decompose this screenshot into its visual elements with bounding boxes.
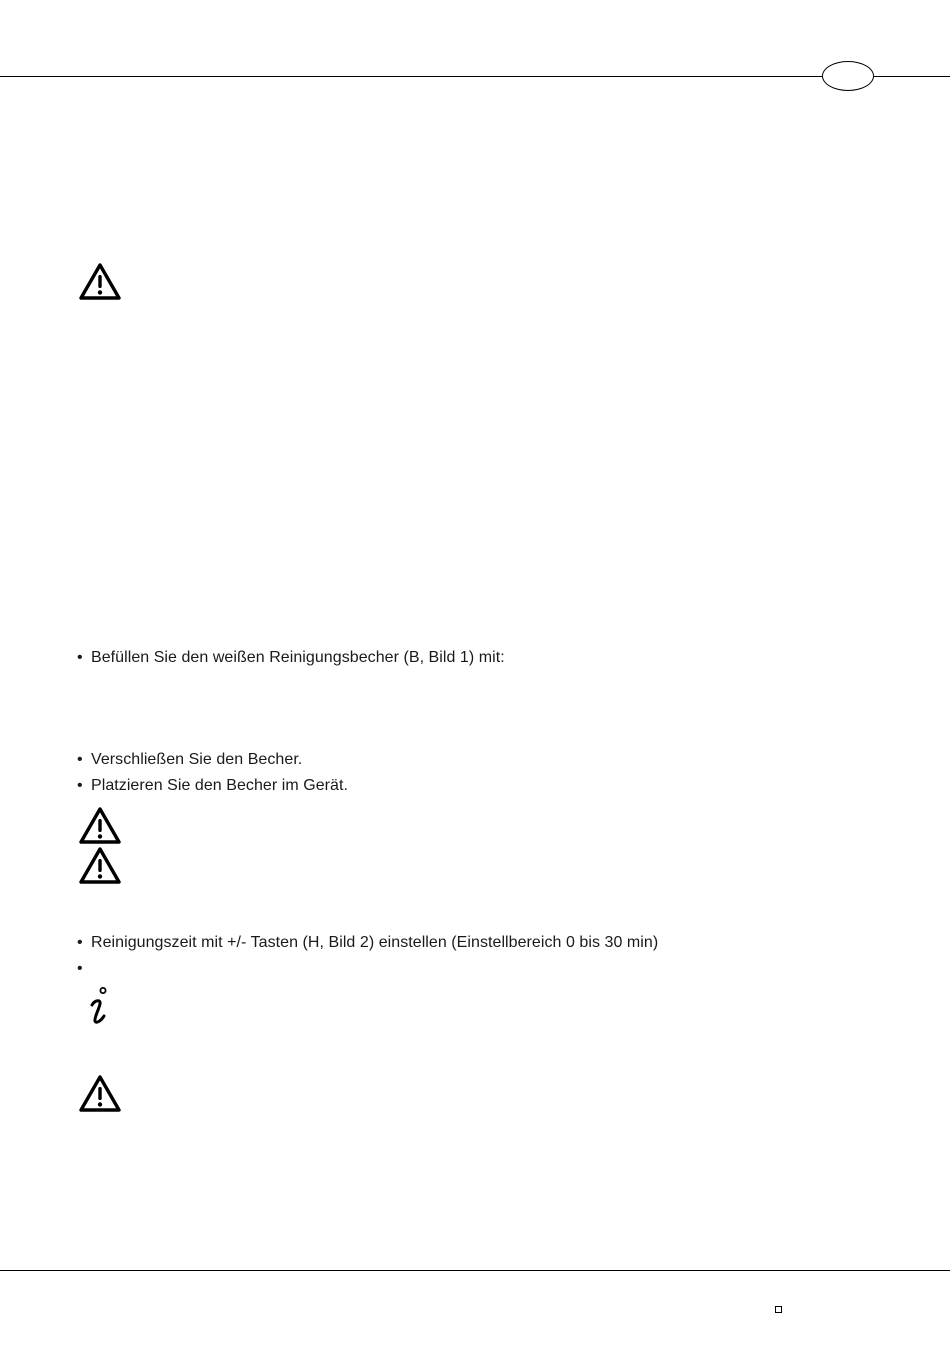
warning-triangle-icon — [78, 262, 122, 302]
page-number-marker — [775, 1306, 782, 1313]
warning-triangle-icon — [78, 806, 122, 846]
instruction-close-cup — [77, 750, 302, 770]
instruction-place-cup — [77, 776, 348, 796]
instruction-empty-bullet — [77, 959, 91, 979]
instruction-text: Reinigungszeit mit +/- Tasten (H, Bild 2) einstellen (Einstellbereich 0 bis 30 min) — [91, 934, 659, 951]
bullet: • — [77, 934, 83, 951]
bullet: • — [77, 777, 83, 794]
instruction-set-time — [77, 933, 658, 953]
bullet: • — [77, 960, 83, 977]
instruction-text: Befüllen Sie den weißen Reinigungsbecher (B, Bild 1) mit: — [91, 649, 505, 666]
bullet: • — [77, 751, 83, 768]
instruction-fill-cup — [77, 648, 505, 668]
warning-triangle-icon — [78, 846, 122, 886]
bullet: • — [77, 649, 83, 666]
header-rule — [0, 76, 950, 77]
instruction-text: Verschließen Sie den Becher. — [91, 751, 303, 768]
language-tab-oval — [822, 61, 874, 91]
footer-rule — [0, 1270, 950, 1271]
info-icon — [88, 986, 110, 1026]
warning-triangle-icon — [78, 1074, 122, 1114]
instruction-text: Platzieren Sie den Becher im Gerät. — [91, 777, 348, 794]
